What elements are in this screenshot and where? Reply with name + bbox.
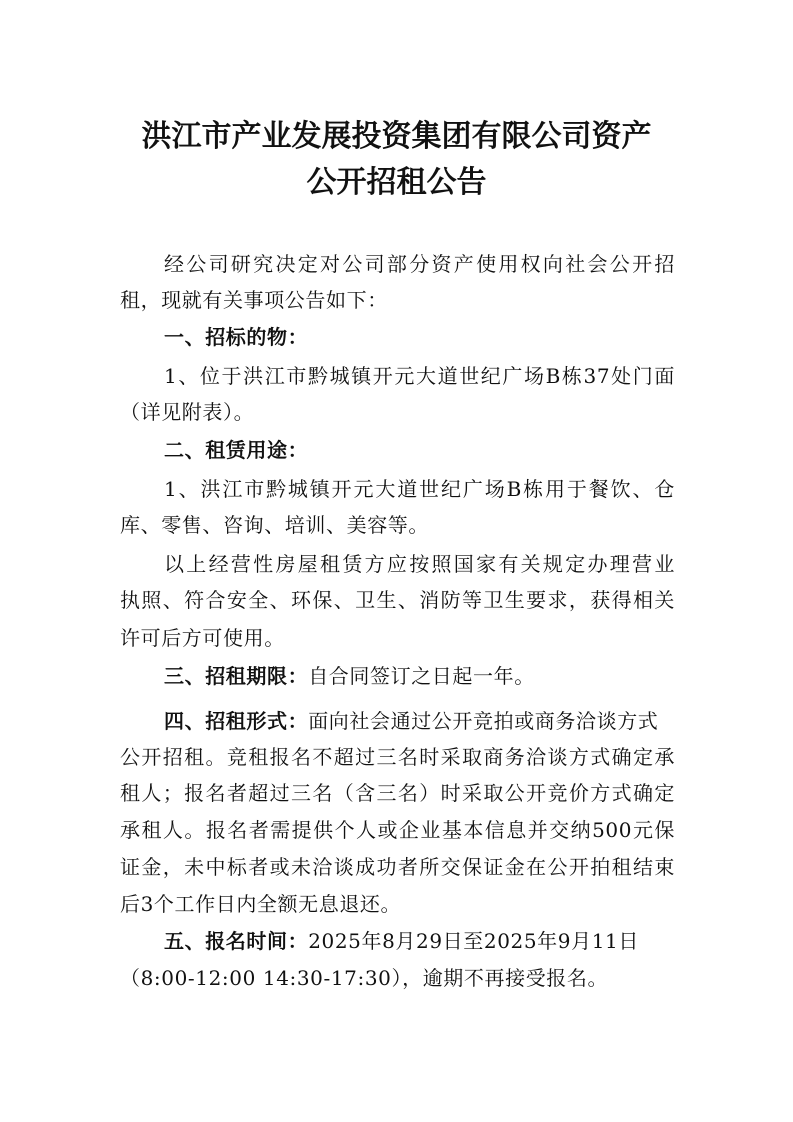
section-2-heading: 二、租赁用途：	[164, 438, 309, 462]
intro-line-1: 经公司研究决定对公司部分资产使用权向社会公开招	[164, 252, 675, 276]
section-5-line-1	[164, 929, 639, 953]
document-title-line-1: 洪江市产业发展投资集团有限公司资产	[141, 119, 652, 154]
document-title-line-2: 公开招租公告	[306, 165, 487, 200]
section-4-line-5: 证金，未中标者或未洽谈成功者所交保证金在公开拍租结束	[120, 855, 675, 879]
section-1-item-line-1: 1、位于洪江市黔城镇开元大道世纪广场B栋37处门面	[164, 364, 675, 388]
section-5-line-1-text: 2025年8月29日至2025年9月11日	[308, 929, 639, 953]
intro-line-2: 租，现就有关事项公告如下：	[120, 288, 388, 312]
section-2-note-line-1: 以上经营性房屋租赁方应按照国家有关规定办理营业	[164, 552, 675, 576]
section-2-note-line-2: 执照、符合安全、环保、卫生、消防等卫生要求，获得相关	[120, 588, 675, 612]
section-2-item-line-2: 库、零售、咨询、培训、美容等。	[120, 513, 429, 537]
section-5-heading: 五、报名时间：	[164, 929, 309, 953]
section-4-line-1-text: 面向社会通过公开竞拍或商务洽谈方式	[308, 709, 659, 733]
section-5-line-2: （8:00-12:00 14:30-17:30），逾期不再接受报名。	[120, 966, 609, 990]
section-2-note-line-3: 许可后方可使用。	[120, 626, 285, 650]
section-1-heading: 一、招标的物：	[164, 325, 309, 349]
section-3-text: 自合同签订之日起一年。	[308, 664, 535, 688]
section-4-line-4: 承租人。报名者需提供个人或企业基本信息并交纳500元保	[120, 818, 675, 842]
section-3-line	[164, 664, 535, 688]
section-4-line-6: 后3个工作日内全额无息退还。	[120, 892, 402, 916]
section-4-line-2: 公开招租。竞租报名不超过三名时采取商务洽谈方式确定承	[120, 745, 675, 769]
section-4-heading: 四、招租形式：	[164, 709, 309, 733]
section-4-line-3: 租人；报名者超过三名（含三名）时采取公开竞价方式确定	[120, 781, 675, 805]
section-1-item-line-2: （详见附表）。	[120, 400, 255, 424]
section-4-line-1	[164, 709, 658, 733]
section-3-heading: 三、招租期限：	[164, 664, 309, 688]
section-2-item-line-1: 1、洪江市黔城镇开元大道世纪广场B栋用于餐饮、仓	[164, 477, 675, 501]
